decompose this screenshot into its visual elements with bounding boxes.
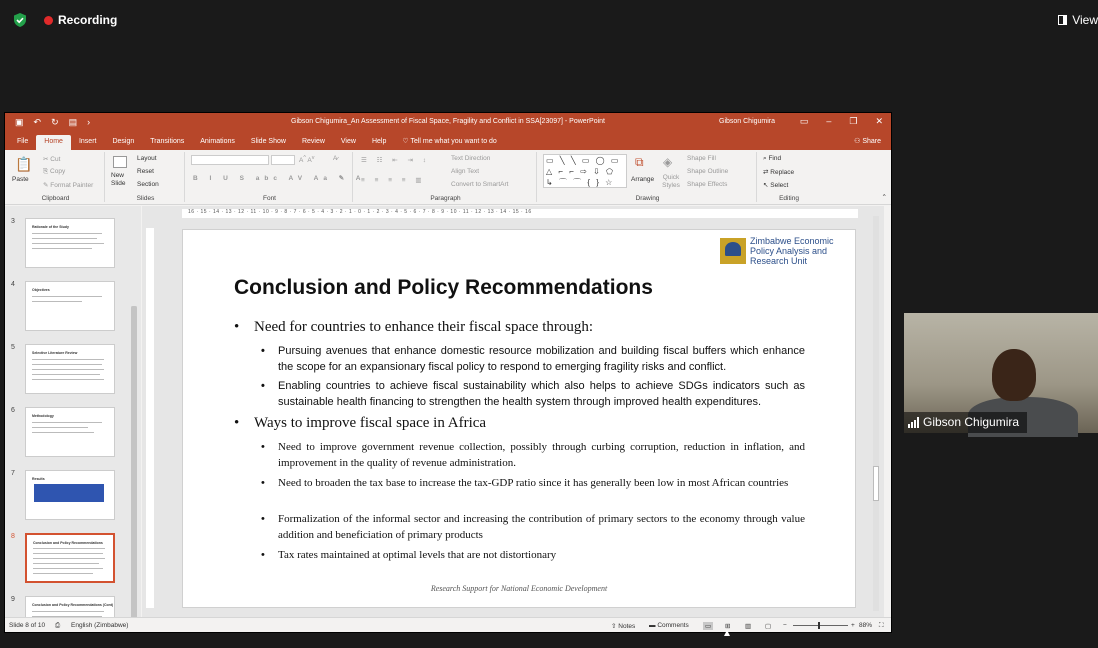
text-line (32, 301, 82, 302)
fit-to-window-icon[interactable]: ⛶ (879, 622, 884, 629)
editing-label: Editing (779, 195, 799, 202)
tab-design[interactable]: Design (112, 138, 135, 145)
font-grow-icon[interactable]: A^ $A^v$ (299, 155, 315, 165)
minimize-icon[interactable]: – (826, 116, 832, 126)
drawing-label: Drawing (635, 195, 660, 202)
text-line (32, 359, 104, 360)
horizontal-ruler: 16 · 15 · 14 · 13 · 12 · 11 · 10 · 9 · 8 · 7 · 6 · 5 · 4 · 3 · 2 · 1 · 0 · 1 · 2 · 3 · 4 · 5 · 6 · 7 · 8 · 9 · 10 · 11 · 12 · 13 · 14 · 15 · 16 (182, 209, 858, 218)
tab-home[interactable]: Home (36, 135, 71, 150)
thumbnail-scroll-thumb[interactable] (131, 306, 137, 619)
pointer-icon: ↖ (763, 182, 771, 189)
sub-bullet-text: • Enabling countries to achieve fiscal sustainability which also helps to achieve SDGs indicators such as sustainable health financing to strengthen the health system through improved health expenditures. (278, 380, 805, 408)
sub-bullet[interactable] (261, 511, 805, 543)
sub-bullet[interactable] (261, 439, 805, 471)
thumbnail-image (25, 281, 115, 331)
share-label: Share (862, 138, 881, 145)
notes-label: Notes (618, 623, 636, 630)
replace-button[interactable] (763, 168, 794, 176)
participant-face-image (992, 349, 1036, 401)
sub-bullet-text: • Formalization of the informal sector and increasing the contribution of primary sectors to the economy through value addition and beneficiation of primary products (278, 513, 805, 541)
mouse-cursor-icon (724, 630, 730, 636)
thumbnail-number: 3 (11, 218, 15, 225)
notes-icon: ⇧ (611, 623, 619, 630)
zoom-level[interactable]: 88% (859, 622, 873, 629)
replace-icon: ⇄ (763, 169, 771, 176)
redo-icon[interactable]: ↻ (51, 117, 59, 127)
bullet-main[interactable] (235, 319, 593, 336)
share-icon: ⚇ (854, 138, 863, 145)
slide-canvas[interactable] (182, 229, 856, 608)
shape-effects-button[interactable]: Shape Effects (687, 181, 728, 188)
sub-bullet-text: • Need to broaden the tax base to increase the tax-GDP ratio since it has generally been low in most African countries (278, 477, 789, 489)
text-line (32, 427, 88, 428)
slide-thumbnail-pane (5, 206, 141, 619)
powerpoint-window (4, 112, 892, 633)
save-icon[interactable]: ▣ (15, 117, 24, 127)
text-line (32, 296, 102, 297)
text-line (32, 379, 104, 380)
logo-text (750, 236, 834, 266)
thumbnail-image (25, 533, 115, 583)
zoom-in-icon[interactable]: + (851, 622, 855, 629)
font-size-input[interactable] (271, 155, 295, 165)
shapes-gallery[interactable]: ▭ ╲ ╲ ▭ ◯ ▭ △ ⌐ ⌐ ⇨ ⇩ ⬠ ↳ ⌒ ⌒ { } ☆ (543, 154, 627, 188)
zeparu-logo-icon (720, 238, 746, 264)
format-painter-button[interactable] (43, 181, 93, 189)
thumbnail-title: Conclusion and Policy Recommendations (Cont) (32, 603, 114, 607)
thumbnail-scrollbar[interactable] (131, 306, 137, 619)
window-controls (800, 116, 883, 127)
thumbnail-title: Objectives (32, 288, 50, 292)
new-slide-icon[interactable] (113, 156, 127, 168)
spellcheck-icon[interactable]: ⎙ (55, 622, 61, 629)
sub-bullet[interactable] (261, 475, 805, 491)
text-line (33, 573, 93, 574)
sub-bullet-text: • Tax rates maintained at optimal levels that are not distortionary (278, 549, 557, 561)
results-table-image (34, 484, 104, 502)
logo-line: Policy Analysis and (750, 246, 828, 256)
thumbnail-title: Rationale of the Study (32, 225, 69, 229)
comments-label: Comments (657, 622, 689, 629)
text-line (33, 553, 103, 554)
thumbnail-number: 8 (11, 533, 15, 540)
arrange-icon: ⧉ (635, 155, 644, 169)
view-icon (1058, 15, 1067, 25)
layout-button[interactable]: Layout (137, 155, 157, 162)
status-bar (5, 617, 891, 632)
shape-fill-button[interactable]: Shape Fill (687, 155, 716, 162)
arrange-button[interactable]: Arrange (631, 176, 655, 183)
list-buttons[interactable]: ☰ ☷ ⇤ ⇥ ↕ (361, 157, 431, 164)
logo-line: Zimbabwe Economic (750, 236, 834, 246)
editing-group (759, 152, 819, 202)
ribbon-tabs (5, 132, 891, 150)
find-button[interactable] (763, 155, 781, 163)
participant-name: Gibson Chigumira (923, 415, 1020, 429)
align-buttons[interactable]: ≡ ≡ ≡ ≡ ▥ (361, 177, 426, 184)
find-label: Find (768, 155, 782, 162)
shape-outline-button[interactable]: Shape Outline (687, 168, 729, 175)
text-direction-button[interactable]: Text Direction (451, 155, 491, 162)
language-indicator[interactable]: English (Zimbabwe) (71, 622, 129, 629)
slide-editor (142, 206, 884, 619)
sub-bullet[interactable] (261, 343, 805, 375)
meeting-top-bar (0, 0, 1098, 40)
normal-view-icon[interactable]: ▭ (705, 623, 712, 630)
text-line (33, 563, 99, 564)
slide-counter: Slide 8 of 10 (9, 622, 46, 629)
section-button[interactable]: Section (137, 181, 159, 188)
participant-name-tag (904, 412, 1027, 433)
text-line (32, 374, 100, 375)
lightbulb-icon: ♡ (402, 138, 411, 145)
text-line (33, 568, 103, 569)
paragraph-label: Paragraph (430, 195, 461, 202)
share-button[interactable] (854, 137, 881, 145)
bullet-main-text: Need for countries to enhance their fiscal space through: (254, 319, 594, 335)
copy-icon: ⎘ (43, 168, 51, 175)
title-bar (5, 113, 891, 132)
bullet-main-text: Ways to improve fiscal space in Africa (254, 415, 487, 431)
slideshow-icon[interactable]: ▢ (765, 623, 772, 630)
clipboard-label: Clipboard (41, 195, 70, 202)
vertical-ruler (146, 228, 154, 608)
quick-styles-icon: ◈ (663, 155, 673, 169)
tab-slide-show[interactable]: Slide Show (250, 138, 286, 145)
tell-me-box[interactable] (394, 134, 504, 150)
close-icon[interactable]: ✕ (875, 116, 883, 126)
recording-indicator[interactable] (44, 13, 117, 27)
tab-file[interactable]: File (17, 138, 29, 145)
tab-transitions[interactable]: Transitions (150, 138, 185, 145)
text-line (32, 369, 104, 370)
align-text-button[interactable]: Align Text (451, 168, 480, 175)
thumbnail-title: Methodology (32, 414, 54, 418)
copy-button[interactable] (43, 168, 65, 176)
paragraph-group (355, 152, 537, 202)
undo-icon[interactable]: ↶ (33, 117, 42, 127)
thumbnail-title: Results (32, 477, 45, 481)
drawing-group (539, 152, 757, 202)
sub-bullet-text: • Need to improve government revenue collection, possibly through curbing corruption, reduction in inflation, and improvement in the quality of revenue administration. (278, 441, 805, 469)
slide-footer: Research Support for National Economic Development (430, 584, 608, 593)
font-label: Font (262, 195, 276, 202)
thumbnail-number: 5 (11, 344, 15, 351)
present-icon[interactable]: ▤ (68, 117, 78, 127)
comments-icon: ▬ (649, 622, 658, 629)
convert-smartart-button[interactable]: Convert to SmartArt (451, 181, 509, 188)
text-line (32, 248, 92, 249)
zoom-slider[interactable] (793, 625, 848, 626)
zeparu-logo (720, 236, 852, 268)
security-shield-icon[interactable] (12, 12, 28, 28)
ribbon-home (5, 150, 891, 205)
thumbnail-image (25, 344, 115, 394)
scroll-track[interactable] (873, 216, 879, 611)
thumbnail-image (25, 596, 115, 619)
collapse-ribbon-icon[interactable]: ⌃ (881, 194, 887, 201)
restore-icon[interactable]: ❐ (849, 116, 858, 126)
recording-label: Recording (58, 13, 118, 27)
clear-format-icon[interactable]: A̷ (333, 155, 338, 162)
notes-button[interactable] (611, 622, 635, 630)
font-style-buttons[interactable]: B I U S abc AV Aa ✎ A (193, 175, 366, 182)
select-button[interactable] (763, 181, 788, 189)
font-group (187, 152, 366, 202)
customize-chevron-icon[interactable]: › (87, 117, 91, 127)
thumbnail-number: 6 (11, 407, 15, 414)
tab-insert[interactable]: Insert (78, 138, 97, 145)
text-line (32, 432, 94, 433)
text-line (32, 233, 102, 234)
signal-strength-icon (908, 417, 919, 428)
view-button[interactable] (1058, 13, 1098, 27)
tab-view[interactable]: View (340, 138, 356, 145)
format-painter-label: Format Painter (50, 182, 94, 189)
magnifier-icon: ⌕ (763, 155, 769, 162)
slide-title[interactable]: Conclusion and Policy Recommendations (234, 276, 653, 299)
zoom-out-icon[interactable]: − (783, 622, 787, 629)
thumbnail-number: 7 (11, 470, 15, 477)
slide-sorter-icon[interactable]: ⊞ (725, 623, 731, 630)
cut-label: Cut (50, 156, 61, 163)
document-title: Gibson Chigumira_An Assessment of Fiscal Space, Fragility and Conflict in SSA[23097] - PowerPoint (291, 118, 605, 125)
sub-bullet-text: • Pursuing avenues that enhance domestic resource mobilization and building fiscal buffers which enhance the scope for an expansionary fiscal policy to respond to emerging fragility risks and conflict. (278, 345, 805, 373)
thumbnail-image (25, 218, 115, 268)
slides-label: Slides (136, 195, 155, 202)
sub-bullet[interactable] (261, 378, 805, 410)
slides-group (107, 152, 185, 202)
select-label: Select (770, 182, 789, 189)
tab-animations[interactable]: Animations (200, 138, 235, 145)
scroll-thumb[interactable] (873, 466, 879, 501)
text-line (32, 243, 104, 244)
sub-bullet[interactable] (261, 547, 805, 563)
brush-icon: ✎ (43, 182, 51, 189)
text-line (33, 548, 105, 549)
copy-label: Copy (50, 168, 66, 175)
reset-button[interactable]: Reset (137, 168, 154, 175)
bullet-main[interactable] (235, 415, 486, 432)
logo-line: Research Unit (750, 256, 808, 266)
scissors-icon: ✂ (43, 156, 51, 163)
view-label: View (1072, 13, 1098, 27)
text-line (32, 422, 102, 423)
text-line (32, 364, 102, 365)
thumbnail-image (25, 407, 115, 457)
comments-button[interactable] (649, 622, 689, 629)
editor-scrollbar[interactable] (871, 216, 881, 611)
account-name[interactable]: Gibson Chigumira (719, 118, 776, 125)
ribbon-display-icon[interactable]: ▭ (799, 116, 809, 126)
replace-label: Replace (770, 169, 795, 176)
clipboard-group (7, 152, 105, 202)
recording-dot-icon (44, 16, 53, 25)
paste-icon[interactable]: 📋 (15, 156, 33, 172)
text-line (32, 238, 97, 239)
tell-me-text: Tell me what you want to do (410, 138, 497, 145)
paste-button[interactable]: Paste (12, 176, 29, 183)
font-name-input[interactable] (191, 155, 269, 165)
thumbnail-title: Selective Literature Review (32, 351, 78, 355)
zoom-slider-knob[interactable] (818, 622, 820, 629)
reading-view-icon[interactable]: ▥ (745, 623, 752, 630)
thumbnail-number: 4 (11, 281, 15, 288)
quick-styles-button[interactable]: Quick Styles (662, 174, 680, 189)
thumbnail-title: Conclusion and Policy Recommendations (33, 541, 103, 545)
tab-help[interactable]: Help (371, 138, 387, 145)
tab-review[interactable]: Review (301, 138, 325, 145)
new-slide-button[interactable]: New Slide (111, 172, 126, 187)
thumbnail-image (25, 470, 115, 520)
text-line (32, 611, 104, 612)
text-line (33, 558, 105, 559)
participant-video[interactable] (904, 313, 1098, 433)
thumbnail-number: 9 (11, 596, 15, 603)
cut-button[interactable] (43, 155, 60, 163)
